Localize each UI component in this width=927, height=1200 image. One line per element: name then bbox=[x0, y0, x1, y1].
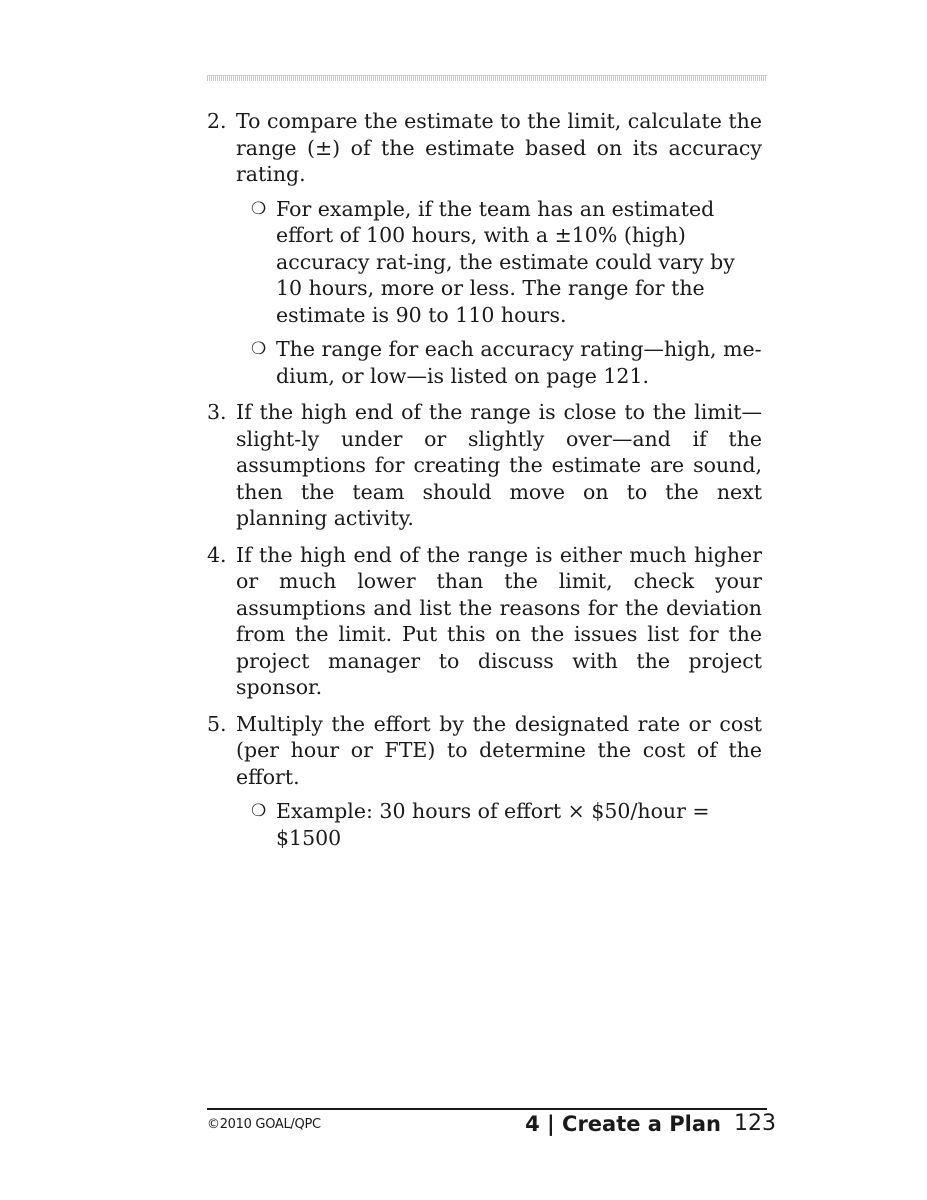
chapter-title: 4 | Create a Plan bbox=[525, 1112, 721, 1136]
circle-bullet-icon: ❍ bbox=[251, 801, 267, 821]
circle-bullet-icon: ❍ bbox=[251, 198, 267, 219]
item-text: If the high end of the range is close to the limit—slight-ly under or slightly over—and if the assumptions for creating the estimate are sound, then the team should move on to the next planning activity. bbox=[236, 400, 762, 530]
sub-item-text: The range for each accuracy rating—high, me-dium, or low—is listed on page 121. bbox=[276, 337, 762, 388]
item-text: Multiply the effort by the designated rate or cost (per hour or FTE) to determine the cost of the effort. bbox=[236, 711, 762, 789]
copyright-notice: ©2010 GOAL/QPC bbox=[207, 1117, 321, 1132]
sub-item-text: For example, if the team has an estimated effort of 100 hours, with a ±10% (high) accuracy rat-ing, the estimate could vary by 10 hours, more or less. The range for the estimate is 90 to 110 hours. bbox=[276, 196, 735, 327]
sub-item bbox=[251, 196, 762, 329]
list-item bbox=[207, 711, 762, 852]
page-number: 123 bbox=[734, 1111, 776, 1136]
sub-item bbox=[251, 798, 762, 851]
footer-rule bbox=[207, 1108, 767, 1110]
item-text: If the high end of the range is either much higher or much lower than the limit, check your assumptions and list the reasons for the deviation from the limit. Put this on the issues list for the project manager to discuss with the project sponsor. bbox=[236, 542, 762, 699]
sub-item-text: Example: 30 hours of effort × $50/hour = $1500 bbox=[276, 799, 710, 850]
list-item bbox=[207, 108, 762, 389]
item-number: 5. bbox=[207, 711, 227, 736]
item-number: 3. bbox=[207, 400, 227, 424]
sub-item bbox=[251, 336, 762, 389]
item-number: 4. bbox=[207, 542, 227, 567]
header-rule bbox=[207, 75, 767, 81]
circle-bullet-icon: ❍ bbox=[251, 339, 267, 359]
item-number: 2. bbox=[207, 109, 227, 133]
list-item bbox=[207, 399, 762, 532]
page-content bbox=[207, 108, 762, 861]
list-item bbox=[207, 542, 762, 701]
item-text: To compare the estimate to the limit, calculate the range (±) of the estimate based on its accuracy rating. bbox=[236, 109, 762, 186]
